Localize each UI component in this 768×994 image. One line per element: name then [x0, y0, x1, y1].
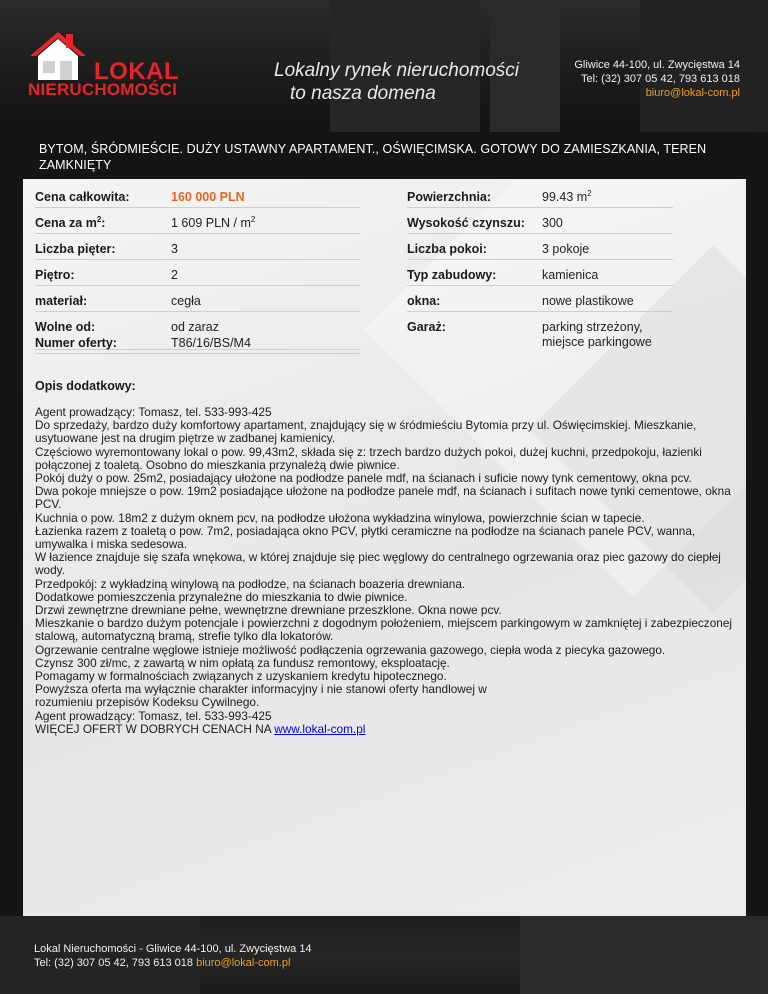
- description-line: Ogrzewanie centralne węglowe istnieje możliwość podłączenia ogrzewania gazowego, ciepła woda z piecyka gazowego.: [35, 642, 666, 657]
- description-heading: Opis dodatkowy:: [35, 379, 136, 393]
- description-line: Pokój duży o pow. 25m2, posiadający ułożone na podłodze panele mdf, na ścianach i suficie nowy tynk cementowy, okna pcv.: [35, 471, 692, 486]
- detail-value: kamienica: [542, 268, 599, 282]
- brand-name-line1: LOKAL: [94, 58, 180, 85]
- offer-title: BYTOM, ŚRÓDMIEŚCIE. DUŻY USTAWNY APARTAMENT., OŚWIĘCIMSKA. GOTOWY DO ZAMIESZKANIA, TEREN ZAMKNIĘTY: [23, 132, 746, 179]
- detail-label: materiał:: [35, 294, 88, 308]
- detail-value: 1 609 PLN / $m^2$: [171, 214, 256, 230]
- detail-row-garaz: [407, 312, 673, 352]
- detail-row-okna: [407, 286, 673, 312]
- page-footer: [0, 916, 768, 994]
- footer-address: Lokal Nieruchomości - Gliwice 44-100, ul. Zwycięstwa 14: [34, 943, 312, 955]
- detail-label: okna:: [407, 294, 441, 308]
- offer-description: [35, 406, 735, 736]
- description-line: Pomagamy w formalnościach związanych z uzyskaniem kredytu hipotecznego.: [35, 669, 447, 684]
- detail-label: Wolne od:: [35, 320, 96, 334]
- website-link[interactable]: www.lokal-com.pl: [274, 721, 366, 736]
- more-offers-line: WIĘCEJ OFERT W DOBRYCH CENACH NA www.lokal-com.pl: [35, 721, 366, 736]
- detail-value: T86/16/BS/M4: [171, 336, 251, 350]
- detail-label: Piętro:: [35, 268, 75, 282]
- description-line: Kuchnia o pow. 18m2 z dużym oknem pcv, na podłodze ułożona wykładzina winylowa, powierzchnie ścian w tapecie.: [35, 510, 645, 525]
- footer-contact: [34, 942, 312, 970]
- description-line: rozumieniu przepisów Kodeksu Cywilnego.: [35, 695, 260, 710]
- slogan-line1: Lokalny rynek nieruchomości: [274, 60, 520, 81]
- detail-label: Cena całkowita:: [35, 190, 130, 204]
- detail-row-powierzchnia: [407, 182, 673, 208]
- detail-label: Garaż:: [407, 320, 446, 334]
- footer-email[interactable]: biuro@lokal-com.pl: [196, 957, 291, 969]
- detail-label: Wysokość czynszu:: [407, 216, 525, 230]
- detail-value: cegła: [171, 294, 201, 308]
- detail-label: Numer oferty:: [35, 336, 117, 350]
- description-line: Czynsz 300 zł/mc, z zawartą w nim opłatą za fundusz remontowy, eksploatację.: [35, 655, 450, 670]
- detail-row-pokoi: [407, 234, 673, 260]
- detail-row-numer: [35, 328, 360, 354]
- detail-label: Liczba pokoi:: [407, 242, 487, 256]
- detail-row-zabudowa: [407, 260, 673, 286]
- description-line: Dodatkowe pomieszczenia przynależne do mieszkania to dwie piwnice.: [35, 589, 408, 604]
- slogan-line2: to nasza domena: [290, 83, 436, 104]
- detail-value: nowe plastikowe: [542, 294, 634, 308]
- description-line: Do sprzedaży, bardzo duży komfortowy apartament, znajdujący się w śródmieściu Bytomia przy ul. Oświęcimskiej. Mieszkanie, usytuowane jest na drugim piętrze w zadbanej kamienicy.: [35, 418, 697, 446]
- detail-row-pietro: [35, 260, 360, 286]
- header-address: Gliwice 44-100, ul. Zwycięstwa 14: [574, 59, 740, 71]
- detail-label: Powierzchnia:: [407, 190, 492, 204]
- header-contact: [574, 58, 740, 100]
- description-line: W łazience znajduje się szafa wnękowa, w której znajduje się piec węglowy do centralnego ogrzewania oraz piec gazowy do ciepłej wody.: [35, 550, 721, 578]
- description-line: Częściowo wyremontowany lokal o pow. 99,43m2, składa się z: trzech bardzo dużych pokoi, dużej kuchni, przedpokoju, łazienki połączonej z toaletą. Osobno do mieszkania przynależą dwie piwnice.: [35, 444, 702, 472]
- detail-row-czynsz: [407, 208, 673, 234]
- detail-label: Cena za $m^2$:: [35, 214, 106, 230]
- footer-phone-line: Tel: (32) 307 05 42, 793 613 018 biuro@lokal-com.pl: [34, 957, 291, 969]
- detail-value: parking strzeżony, miejsce parkingowe: [542, 320, 652, 349]
- description-line: Drzwi zewnętrzne drewniane pełne, wewnętrzne drewniane przeszklone. Okna nowe pcv.: [35, 603, 502, 618]
- offer-details-panel: [23, 179, 746, 916]
- detail-row-material: [35, 286, 360, 312]
- detail-label: Typ zabudowy:: [407, 268, 497, 282]
- detail-row-cena-m2: [35, 208, 360, 234]
- brand-name-line2: NIERUCHOMOŚCI: [28, 80, 177, 99]
- detail-value: od zaraz: [171, 320, 219, 334]
- detail-row-pieter: [35, 234, 360, 260]
- price-value: 160 000 PLN: [171, 190, 245, 204]
- detail-row-cena: [35, 182, 360, 208]
- footer-building-bg: [520, 916, 768, 994]
- description-line: Przedpokój: z wykładziną winylową na podłodze, na ścianach boazeria drewniana.: [35, 576, 466, 591]
- description-line: Agent prowadzący: Tomasz, tel. 533-993-425: [35, 405, 272, 419]
- house-logo-icon: [26, 28, 96, 84]
- detail-value: 2: [171, 268, 178, 282]
- description-line: Łazienka razem z toaletą o pow. 7m2, posiadająca okno PCV, płytki ceramiczne na podłodze na ścianach panele PCV, wanna, umywalka i miska sedesowa.: [35, 523, 696, 552]
- detail-value: 3 pokoje: [542, 242, 590, 256]
- detail-value: 300: [542, 216, 563, 230]
- description-line: Dwa pokoje mniejsze o pow. 19m2 posiadające ułożone na podłodze panele mdf, na ścianach i sufitach nowe tynki cementowe, okna PCV.: [35, 484, 731, 512]
- description-line: Powyższa oferta ma wyłącznie charakter informacyjny i nie stanowi oferty handlowej w: [35, 682, 487, 697]
- detail-label: Liczba pięter:: [35, 242, 116, 256]
- header-email[interactable]: biuro@lokal-com.pl: [645, 87, 740, 99]
- description-line: Mieszkanie o bardzo dużym potencjale i powierzchni z dogodnym położeniem, miejscem parkingowym w zamkniętej i zabezpieczonej stalową, automatyczną bramą, strefie tylko dla lokatorów.: [35, 616, 733, 644]
- detail-value: 3: [171, 242, 178, 256]
- slogan: [274, 60, 519, 105]
- company-logo: [26, 28, 186, 108]
- detail-value: 99.43 $m^2$: [542, 188, 592, 204]
- description-line: Agent prowadzący: Tomasz, tel. 533-993-425: [35, 708, 272, 723]
- page-header: [0, 0, 768, 132]
- header-phone: Tel: (32) 307 05 42, 793 613 018: [580, 73, 740, 85]
